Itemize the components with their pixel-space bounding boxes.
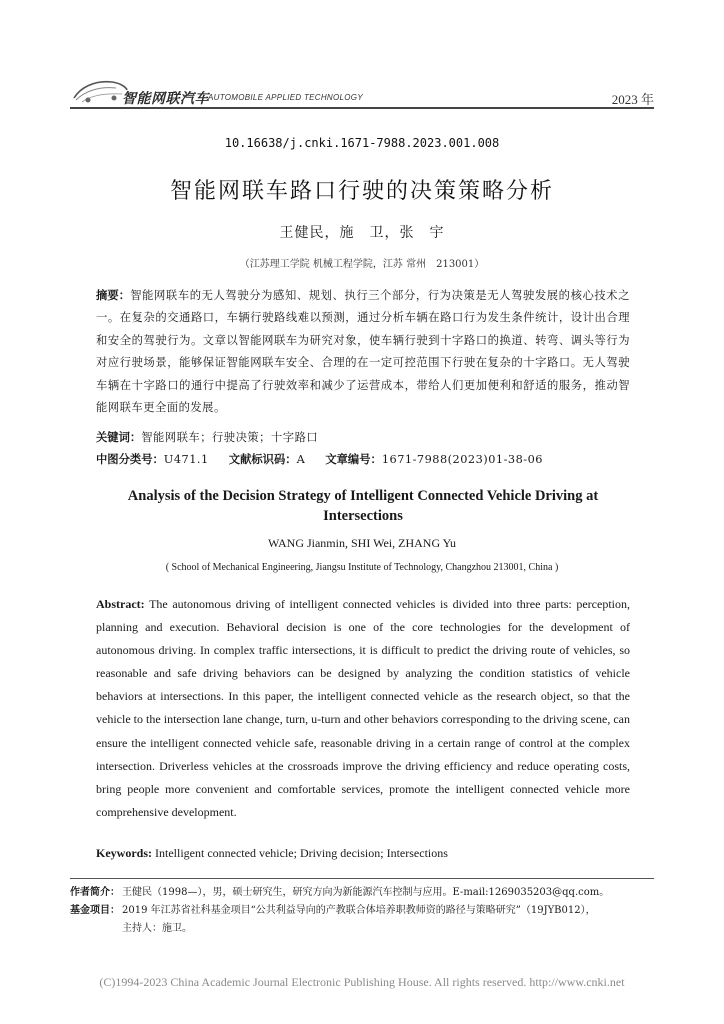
abstract-en xyxy=(96,593,630,824)
footnotes xyxy=(70,884,654,938)
journal-name-cn: 智能网联汽车 xyxy=(122,91,209,107)
clc-label: 中图分类号： xyxy=(96,453,164,466)
paper-title-en: Analysis of the Decision Strategy of Intelligent Connected Vehicle Driving at Intersections xyxy=(127,488,599,524)
classification-line xyxy=(96,449,630,471)
footnote-divider xyxy=(70,878,654,879)
clc-value: U471.1 xyxy=(163,453,209,466)
fund-info xyxy=(70,902,654,938)
keywords-en xyxy=(96,846,630,861)
doi: 10.16638/j.cnki.1671-7988.2023.001.008 xyxy=(224,136,500,150)
header-year: 2023 年 xyxy=(611,92,654,107)
article-number-value: 1671-7988(2023)01-38-06 xyxy=(381,453,543,466)
keywords-en-label: Keywords: xyxy=(96,846,152,860)
doc-code-value: A xyxy=(296,453,306,466)
abstract-cn-label: 摘要： xyxy=(96,289,131,302)
keywords-cn-label: 关键词： xyxy=(96,431,142,444)
affiliation-cn: （江苏理工学院 机械工程学院，江苏 常州 213001） xyxy=(239,259,485,270)
abstract-cn xyxy=(96,285,630,419)
journal-name-en: AUTOMOBILE APPLIED TECHNOLOGY xyxy=(208,93,363,102)
abstract-cn-text: 智能网联车的无人驾驶分为感知、规划、执行三个部分，行为决策是无人驾驶发展的核心技术之一。在复杂的交通路口，车辆行驶路线难以预测，通过分析车辆在路口行为发生条件统计，设计出合理和安全的驾驶行为。文章以智能网联车为研究对象，使车辆行驶到十字路口的换道、转弯、调头等行为对应行驶场景，能够保证智能网联车安全、合理的在一定可控范围下行驶在复杂的十字路口。无人驾驶车辆在十字路口的通行中提高了行驶效率和减少了运营成本，带给人们更加便利和舒适的服务，推动智能网联车更全面的发展。 xyxy=(96,289,630,415)
article-number-label: 文章编号： xyxy=(325,453,382,466)
header-divider xyxy=(70,107,654,109)
fund-text-line-1: 2019 年江苏省社科基金项目“公共利益导向的产教联合体培养职教师资的路径与策略研究”（19JYB012）， xyxy=(122,905,596,916)
abstract-en-text: The autonomous driving of intelligent connected vehicles is divided into three parts: perception, planning and execution. Behavioral decision is one of the core technologies for the development of autonomous driving. In complex traffic intersections, it is difficult to predict the driving route of vehicles, so reasonable and safe driving behaviors can be designed by analyzing the condition statistics of vehicle behaviors at intersections. In this paper, the intelligent connected vehicle as the research object, so that the vehicle to the intersection lane change, turn, u-turn and other behaviors corresponding to the driving scene, can ensure the intelligent connected vehicle safe, reasonable driving in a certain range of control at the complex intersection. Driverless vehicles at the crossroads improve the driving efficiency and reduce operating costs, bring people more convenient and comfortable services, promote the intelligent connected vehicle more comprehensive development. xyxy=(96,597,630,819)
authors-cn: 王健民，施 卫，张 宇 xyxy=(279,225,445,241)
fund-text-line-2: 主持人：施卫。 xyxy=(122,923,192,934)
paper-title-cn: 智能网联车路口行驶的决策策略分析 xyxy=(169,179,554,204)
authors-en: WANG Jianmin, SHI Wei, ZHANG Yu xyxy=(267,536,457,550)
journal-logo-car-icon xyxy=(72,74,128,104)
doc-code-label: 文献标识码： xyxy=(228,453,297,466)
author-bio-label: 作者简介： xyxy=(70,887,120,898)
keywords-cn-text: 智能网联车；行驶决策；十字路口 xyxy=(141,431,319,444)
author-bio-text: 王健民（1998—），男，硕士研究生，研究方向为新能源汽车控制与应用。E-mail:1269035203@qq.com。 xyxy=(122,887,610,898)
keywords-cn xyxy=(96,427,630,449)
keywords-en-text: Intelligent connected vehicle; Driving decision; Intersections xyxy=(155,846,448,860)
abstract-en-label: Abstract: xyxy=(96,597,145,611)
affiliation-en: ( School of Mechanical Engineering, Jiangsu Institute of Technology, Changzhou 213001, China ) xyxy=(165,562,559,573)
copyright-notice: (C)1994-2023 China Academic Journal Electronic Publishing House. All rights reserved. http://www.cnki.net xyxy=(99,975,625,989)
fund-label: 基金项目： xyxy=(70,905,120,916)
author-bio xyxy=(70,884,654,902)
